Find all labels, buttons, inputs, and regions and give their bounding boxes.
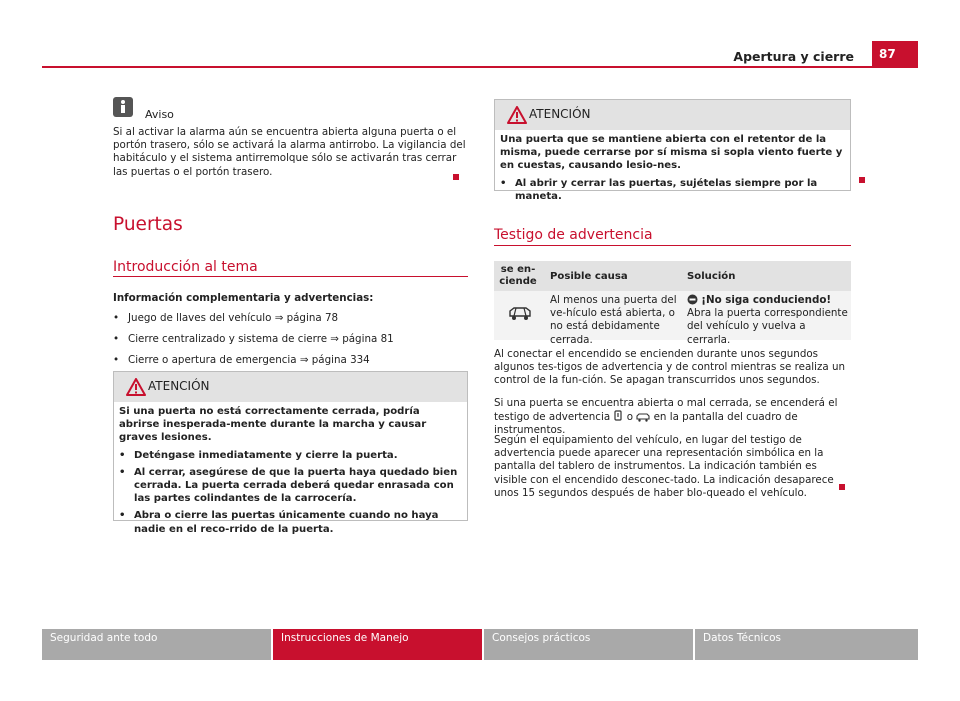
header-section-title: Apertura y cierre [733, 49, 854, 64]
column-header-cause: Posible causa [550, 271, 628, 282]
subsection-rule [494, 245, 851, 246]
table-header [494, 261, 851, 291]
warning-header [114, 372, 467, 402]
list-item: • Juego de llaves del vehículo ⇒ página 78 [113, 312, 468, 333]
solution-cell [687, 294, 849, 347]
warning-body [114, 402, 467, 544]
list-item: • Cierre centralizado y sistema de cierre ⇒ página 81 [113, 333, 468, 354]
solution-emphasis: ¡No siga conduciendo! [701, 294, 832, 306]
cause-cell: Al menos una puerta del ve-hículo está abierta, o no está debidamente cerrada. [550, 294, 677, 346]
warning-title: ATENCIÓN [148, 379, 210, 393]
solution-text: Abra la puerta correspondiente del vehículo y vuelva a cerrarla. [687, 307, 848, 346]
warning-bullet: • Al cerrar, asegúrese de que la puerta haya quedado bien cerrada. La puerta cerrada deberá quedar enrasada con las partes colindantes de la carrocería. [119, 466, 462, 506]
end-marker-icon [453, 174, 459, 180]
stop-light-icon [687, 294, 698, 305]
warning-box-door-retainer [494, 99, 851, 202]
subsection-heading-intro: Introducción al tema [113, 259, 258, 275]
end-marker-icon [839, 484, 845, 490]
warning-header [495, 100, 850, 130]
warning-intro: Una puerta que se mantiene abierta con el retentor de la misma, puede cerrarse por sí misma si sopla viento fuerte y en cuestas, causando lesio-nes. [500, 134, 843, 172]
warning-bullet: • Abra o cierre las puertas únicamente cuando no haya nadie en el reco-rrido de la puerta. [119, 509, 462, 535]
warning-light-icon [613, 410, 623, 422]
paragraph-text: o [626, 411, 634, 424]
paragraph-ignition-check: Al conectar el encendido se encienden durante unos segundos algunos tes-tigos de advertencia y de control mientras se realiza un control de la fun-ción. Se apagan transcurridos unos segundos. [494, 348, 846, 387]
note-title: Aviso [145, 108, 174, 121]
paragraph-door-open [494, 397, 852, 438]
warning-triangle-icon [126, 378, 146, 396]
footer-tab-operating-instructions[interactable]: Instrucciones de Manejo [273, 629, 482, 660]
door-open-warning-icon [636, 412, 650, 422]
table-row [494, 291, 851, 346]
warning-box-doors [113, 371, 468, 535]
page-number-badge: 87 [872, 41, 918, 68]
section-heading: Puertas [113, 214, 183, 235]
subsection-heading-warning-light: Testigo de advertencia [494, 227, 653, 243]
footer-tab-technical-data[interactable]: Datos Técnicos [695, 629, 918, 660]
note-body: Si al activar la alarma aún se encuentra abierta alguna puerta o el portón trasero, sólo se activará la alarma antirrobo. La vigilancia del habitáculo y el sistema antirremolque sólo se activarán tras cerrar las puertas o el portón trasero. [113, 126, 466, 178]
footer-tab-safety[interactable]: Seguridad ante todo [42, 629, 271, 660]
warning-bullet: • Deténgase inmediatamente y cierre la puerta. [119, 449, 462, 462]
warning-body [495, 130, 850, 211]
header-rule [42, 66, 872, 68]
warning-intro: Si una puerta no está correctamente cerrada, podría abrirse inesperada-mente durante la marcha y causar graves lesiones. [119, 406, 427, 444]
warning-triangle-icon [507, 106, 527, 124]
reference-list [113, 312, 468, 375]
info-note-icon [113, 97, 133, 117]
warning-title: ATENCIÓN [529, 107, 591, 121]
warning-bullet: • Al abrir y cerrar las puertas, sujételas siempre por la maneta. [500, 177, 845, 203]
paragraph-text: Si una puerta se encuentra abierta o mal cerrada, se encenderá el testigo de advertencia [494, 397, 838, 424]
subsection-rule [113, 276, 468, 277]
column-header-solution: Solución [687, 271, 736, 282]
footer-tab-practical-tips[interactable]: Consejos prácticos [484, 629, 693, 660]
column-header-lights: se en-ciende [499, 264, 537, 287]
paragraph-symbolic-display: Según el equipamiento del vehículo, en lugar del testigo de advertencia puede aparecer una representación simbólica en la pantalla del tablero de instrumentos. La indicación también es visible con el encendido desconec-tado. La indicación desaparece unos 15 segundos después de haber blo-queado el vehículo. [494, 434, 834, 499]
door-open-warning-icon [508, 305, 532, 323]
list-item: • Cierre o apertura de emergencia ⇒ página 334 [113, 354, 468, 375]
end-marker-icon [859, 177, 865, 183]
paragraph-text: en la pantalla del cuadro de instrumentos. [494, 411, 798, 437]
info-title: Información complementaria y advertencias: [113, 292, 374, 304]
